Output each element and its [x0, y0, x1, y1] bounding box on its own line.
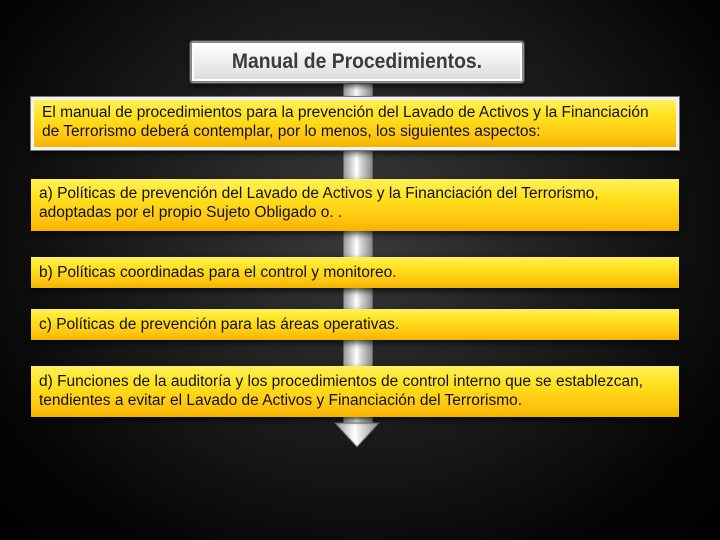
list-item-text: b) Políticas coordinadas para el control y monitoreo. — [39, 264, 397, 281]
title-box — [190, 41, 524, 83]
list-item-b — [31, 257, 679, 288]
list-item-text: a) Políticas de prevención del Lavado de Activos y la Financiación del Terrorismo, adoptadas por el propio Sujeto Obligado o. . — [39, 185, 599, 221]
list-item-c — [31, 309, 679, 340]
list-item-text: c) Políticas de prevención para las áreas operativas. — [39, 316, 400, 333]
list-item-text: d) Funciones de la auditoría y los procedimientos de control interno que se establezcan, tendientes a evitar el Lavado de Activos y Financiación del Terrorismo. — [39, 373, 643, 409]
page-title: Manual de Procedimientos. — [231, 50, 483, 73]
intro-box — [31, 97, 679, 150]
intro-text: El manual de procedimientos para la prevención del Lavado de Activos y la Financiación de Terrorismo deberá contemplar, por lo menos, los siguientes aspectos: — [42, 104, 649, 140]
down-arrow-icon — [334, 422, 380, 448]
list-item-d — [31, 366, 679, 417]
list-item-a — [31, 179, 679, 231]
